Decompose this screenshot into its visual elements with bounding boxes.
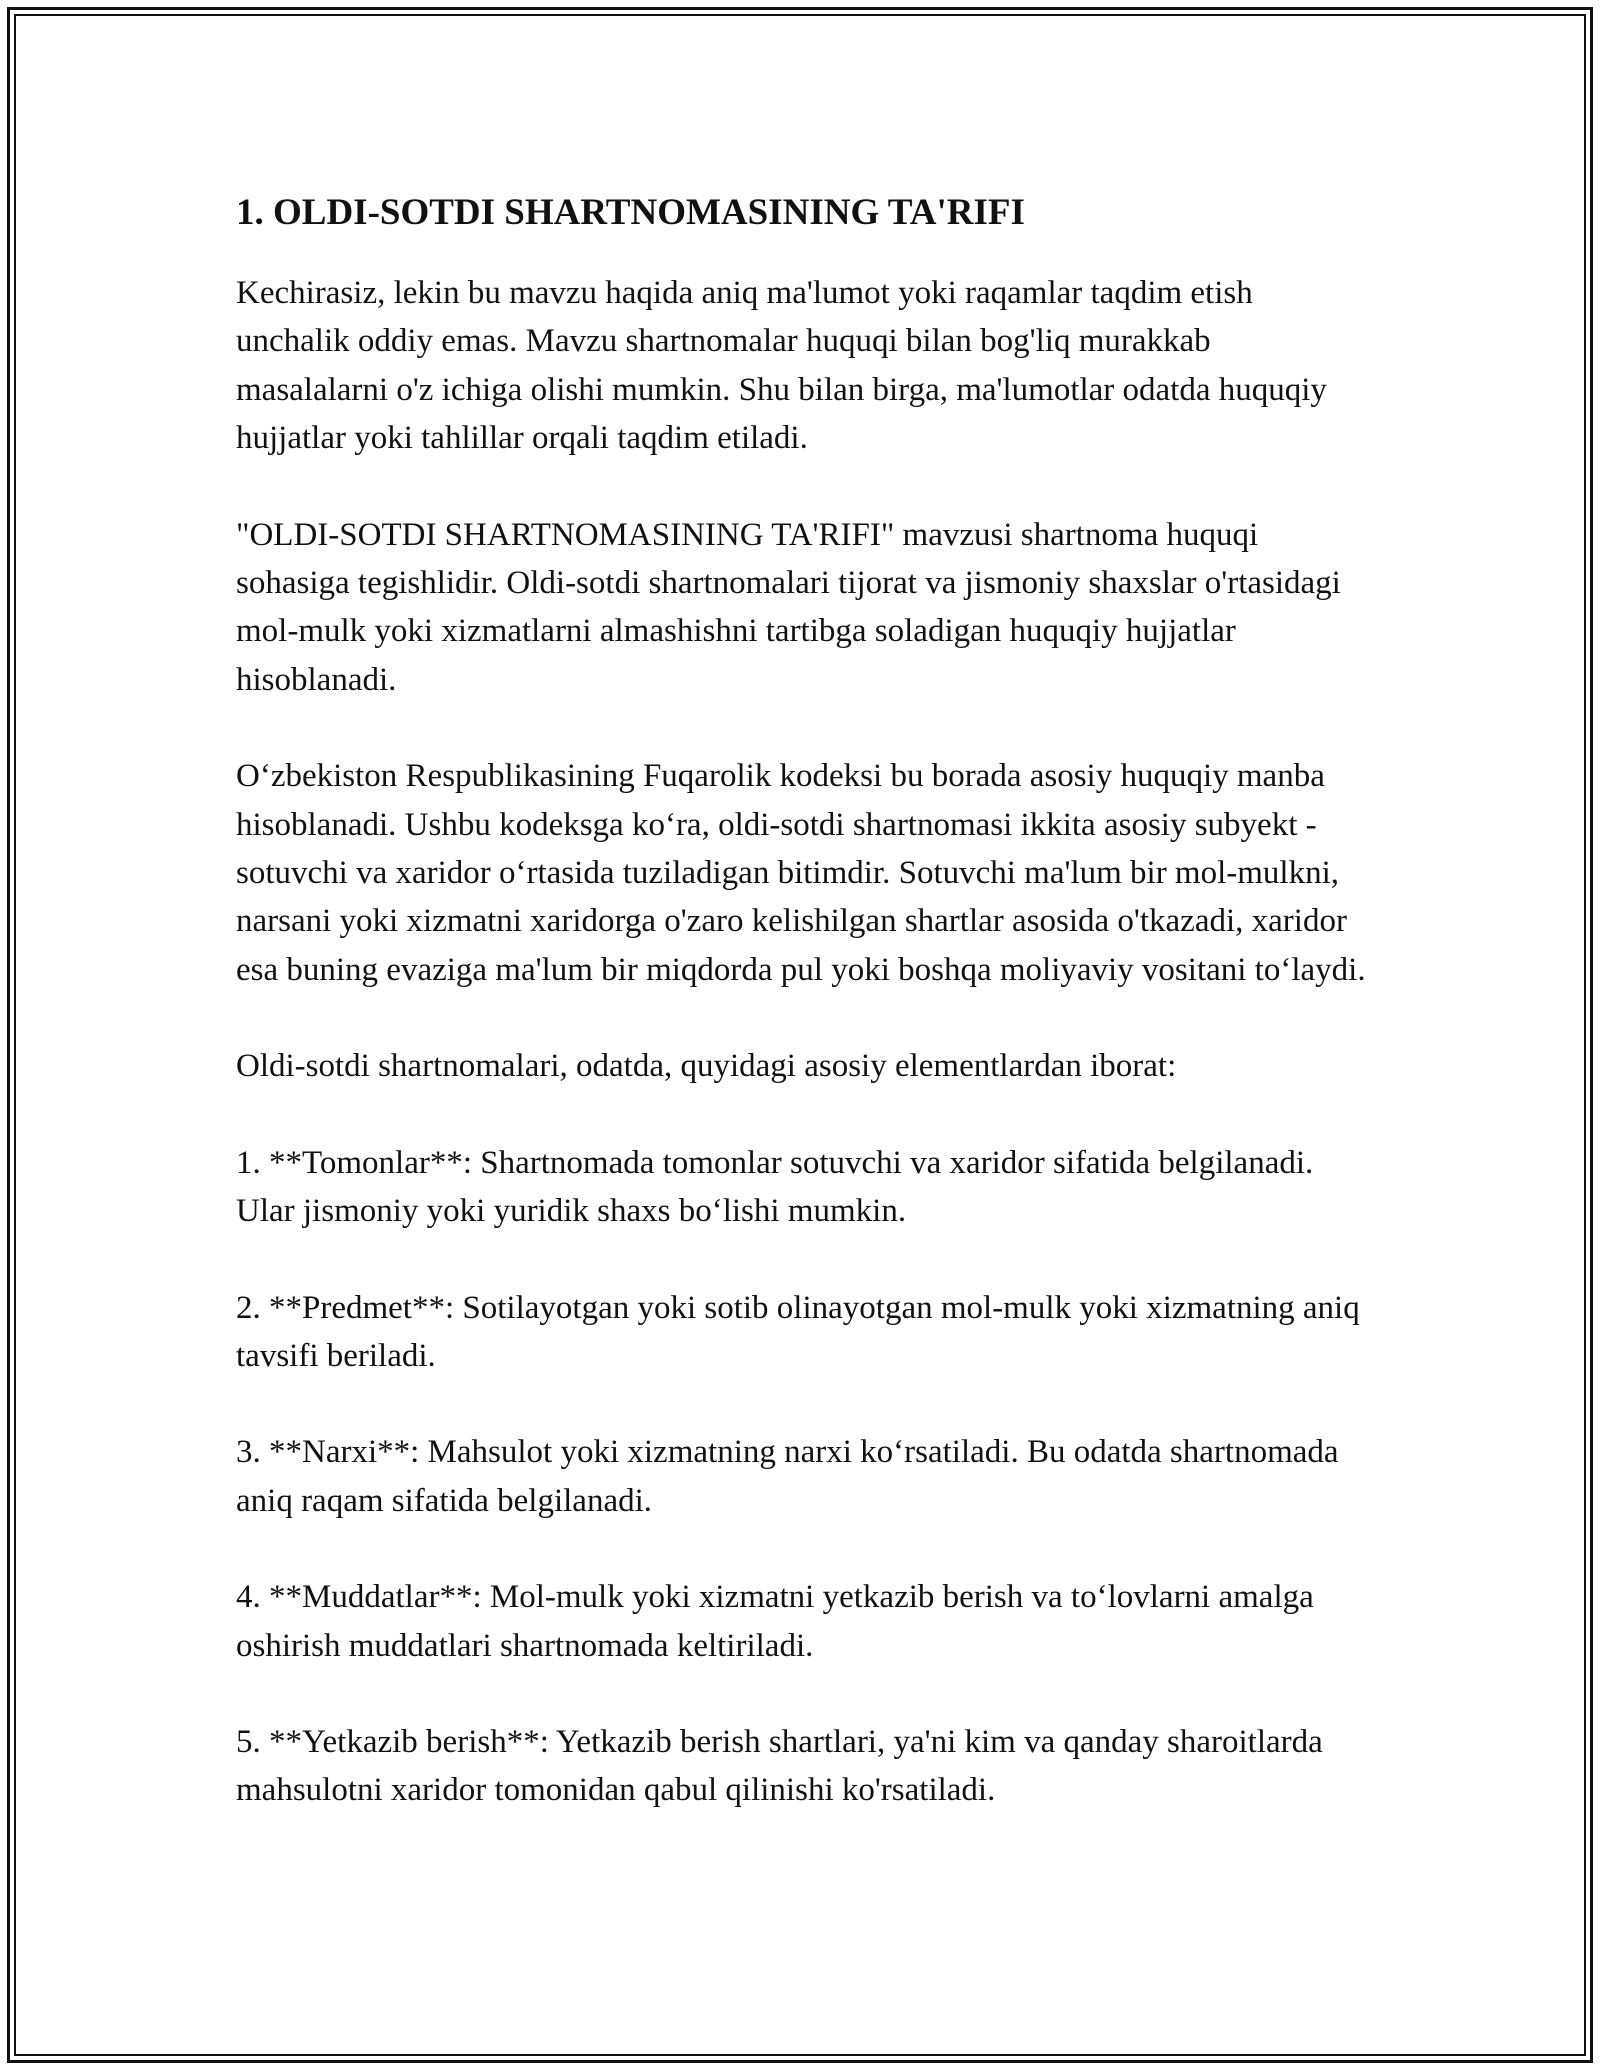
list-item-delivery: 5. **Yetkazib berish**: Yetkazib berish shartlari, ya'ni kim va qanday sharoitlarda mahsulotni xaridor tomonidan qabul qilinishi ko'rsatiladi. xyxy=(236,1723,1323,1809)
elements-intro-paragraph: Oldi-sotdi shartnomalari, odatda, quyidagi asosiy elementlardan iborat: xyxy=(236,1048,1177,1085)
definition-paragraph: "OLDI-SOTDI SHARTNOMASINING TA'RIFI" mavzusi shartnoma huquqi sohasiga tegishlidir. Oldi-sotdi shartnomalari tijorat va jismoniy shaxslar o'rtasidagi mol-mulk yoki xizmatlarni almashishni tartibga soladigan huquqiy hujjatlar hisoblanadi. xyxy=(236,516,1341,698)
civil-code-paragraph: O‘zbekiston Respublikasining Fuqarolik kodeksi bu borada asosiy huquqiy manba hisoblanadi. Ushbu kodeksga ko‘ra, oldi-sotdi shartnomasi ikkita asosiy subyekt - sotuvchi va xaridor o‘rtasida tuziladigan bitimdir. Sotuvchi ma'lum bir mol-mulkni, narsani yoki xizmatni xaridorga o'zaro kelishilgan shartlar asosida o'tkazadi, xaridor esa buning evaziga ma'lum bir miqdorda pul yoki boshqa moliyaviy vositani to‘laydi. xyxy=(236,758,1366,988)
list-item-parties: 1. **Tomonlar**: Shartnomada tomonlar sotuvchi va xaridor sifatida belgilanadi. Ular jismoniy yoki yuridik shaxs bo‘lishi mumkin. xyxy=(236,1144,1314,1230)
list-item-subject: 2. **Predmet**: Sotilayotgan yoki sotib olinayotgan mol-mulk yoki xizmatning aniq tavsifi beriladi. xyxy=(236,1289,1360,1374)
intro-paragraph: Kechirasiz, lekin bu mavzu haqida aniq ma'lumot yoki raqamlar taqdim etish unchalik oddiy emas. Mavzu shartnomalar huquqi bilan bog'liq murakkab masalalarni o'z ichiga olishi mumkin. Shu bilan birga, ma'lumotlar odatda huquqiy hujjatlar yoki tahlillar orqali taqdim etiladi. xyxy=(236,275,1327,457)
list-item-price: 3. **Narxi**: Mahsulot yoki xizmatning narxi ko‘rsatiladi. Bu odatda shartnomada aniq raqam sifatida belgilanadi. xyxy=(236,1434,1339,1519)
document-title: 1. OLDI-SOTDI SHARTNOMASINING TA'RIFI xyxy=(236,192,1025,233)
list-item-terms: 4. **Muddatlar**: Mol-mulk yoki xizmatni yetkazib berish va to‘lovlarni amalga oshirish muddatlari shartnomada keltiriladi. xyxy=(236,1579,1314,1664)
document-body xyxy=(236,183,1366,1815)
